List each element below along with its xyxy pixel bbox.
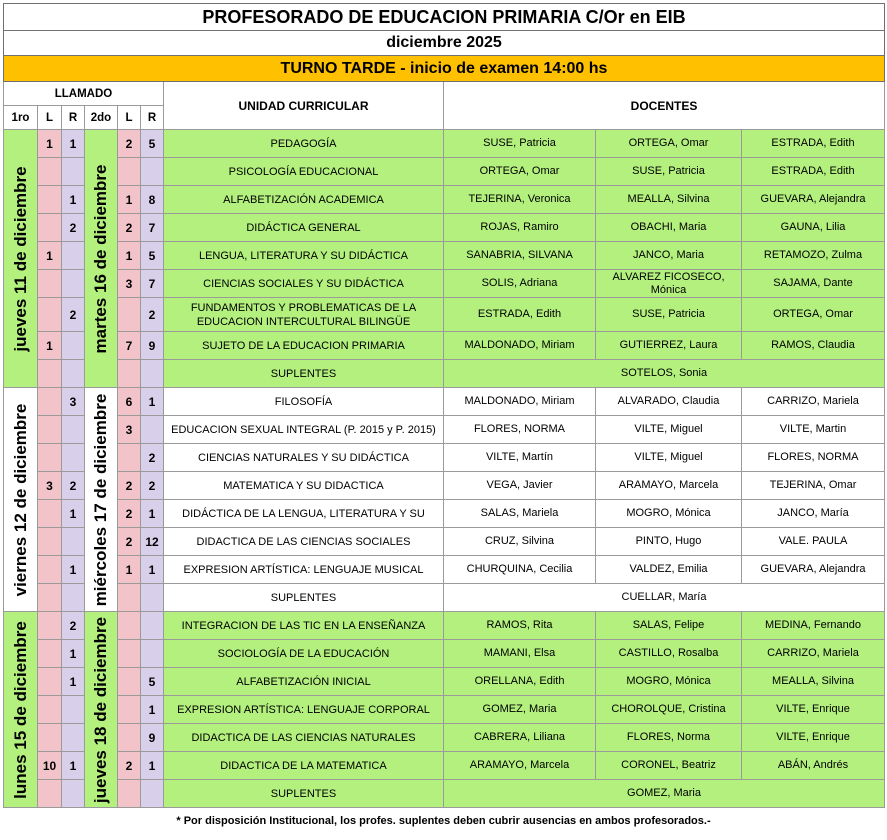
docente-3-cell: VILTE, Martin xyxy=(742,416,885,444)
llamado-2do-r xyxy=(141,584,164,612)
suplentes-row xyxy=(4,780,885,808)
docente-1-cell: SANABRIA, SILVANA xyxy=(444,242,596,270)
docente-1-cell: VEGA, Javier xyxy=(444,472,596,500)
schedule-row xyxy=(4,500,885,528)
docente-2-cell: VILTE, Miguel xyxy=(596,444,742,472)
llamado-2do-l: 2 xyxy=(118,752,141,780)
docente-2-cell: VILTE, Miguel xyxy=(596,416,742,444)
llamado-1ro-r xyxy=(62,270,85,298)
unidad-curricular-cell: FILOSOFÍA xyxy=(164,388,444,416)
unidad-curricular-cell: LENGUA, LITERATURA Y SU DIDÁCTICA xyxy=(164,242,444,270)
llamado-2do-l xyxy=(118,360,141,388)
llamado-1ro-l xyxy=(38,500,62,528)
schedule-row xyxy=(4,696,885,724)
llamado-2do-l: 1 xyxy=(118,186,141,214)
docente-1-cell: SOLIS, Adriana xyxy=(444,270,596,298)
segundo-header: 2do xyxy=(85,106,118,130)
docente-1-cell: FLORES, NORMA xyxy=(444,416,596,444)
llamado-1ro-r xyxy=(62,780,85,808)
docente-1-cell: RAMOS, Rita xyxy=(444,612,596,640)
docente-2-cell: SUSE, Patricia xyxy=(596,298,742,332)
docente-2-cell: SALAS, Felipe xyxy=(596,612,742,640)
llamado-1ro-l xyxy=(38,584,62,612)
docente-1-cell: SALAS, Mariela xyxy=(444,500,596,528)
schedule-row xyxy=(4,388,885,416)
llamado-2do-r xyxy=(141,360,164,388)
unidad-curricular-cell: PSICOLOGÍA EDUCACIONAL xyxy=(164,158,444,186)
llamado-2do-l xyxy=(118,298,141,332)
unidad-curricular-cell: EXPRESION ARTÍSTICA: LENGUAJE CORPORAL xyxy=(164,696,444,724)
docente-3-cell: ORTEGA, Omar xyxy=(742,298,885,332)
llamado-2do-l: 3 xyxy=(118,416,141,444)
docente-2-cell: FLORES, Norma xyxy=(596,724,742,752)
day-1ro-label: lunes 15 de diciembre xyxy=(10,620,30,799)
llamado-1ro-l xyxy=(38,158,62,186)
unidad-curricular-cell: DIDÁCTICA DE LA LENGUA, LITERATURA Y SU xyxy=(164,500,444,528)
docente-1-cell: CRUZ, Silvina xyxy=(444,528,596,556)
suplentes-row xyxy=(4,360,885,388)
llamado-2do-l xyxy=(118,724,141,752)
docente-3-cell: ESTRADA, Edith xyxy=(742,130,885,158)
schedule-row xyxy=(4,130,885,158)
llamado-1ro-l: 1 xyxy=(38,242,62,270)
schedule-row xyxy=(4,270,885,298)
llamado-1ro-l xyxy=(38,214,62,242)
llamado-2do-r: 7 xyxy=(141,270,164,298)
docente-1-cell: ARAMAYO, Marcela xyxy=(444,752,596,780)
schedule-row xyxy=(4,724,885,752)
day-2do-label: martes 16 de diciembre xyxy=(91,164,110,353)
unidad-curricular-cell: EXPRESION ARTÍSTICA: LENGUAJE MUSICAL xyxy=(164,556,444,584)
schedule-row xyxy=(4,472,885,500)
docente-2-cell: CORONEL, Beatriz xyxy=(596,752,742,780)
llamado-2do-r: 9 xyxy=(141,724,164,752)
llamado-2do-l: 2 xyxy=(118,500,141,528)
llamado-2do-r xyxy=(141,416,164,444)
llamado-2do-l xyxy=(118,668,141,696)
docente-1-cell: TEJERINA, Veronica xyxy=(444,186,596,214)
llamado-2do-l: 1 xyxy=(118,242,141,270)
docente-2-cell: SUSE, Patricia xyxy=(596,158,742,186)
llamado-1ro-r xyxy=(62,158,85,186)
schedule-row xyxy=(4,298,885,332)
schedule-row xyxy=(4,242,885,270)
docente-2-cell: CHOROLQUE, Cristina xyxy=(596,696,742,724)
l-header: L xyxy=(38,106,62,130)
suplentes-value: SOTELOS, Sonia xyxy=(444,360,885,388)
docente-2-cell: ORTEGA, Omar xyxy=(596,130,742,158)
docente-2-cell: PINTO, Hugo xyxy=(596,528,742,556)
llamado-1ro-l xyxy=(38,186,62,214)
docente-1-cell: CABRERA, Liliana xyxy=(444,724,596,752)
llamado-2do-l: 2 xyxy=(118,528,141,556)
schedule-row xyxy=(4,528,885,556)
suplentes-value: CUELLAR, María xyxy=(444,584,885,612)
docente-3-cell: RAMOS, Claudia xyxy=(742,332,885,360)
llamado-2do-l: 1 xyxy=(118,556,141,584)
docente-3-cell: FLORES, NORMA xyxy=(742,444,885,472)
llamado-2do-l: 3 xyxy=(118,270,141,298)
llamado-1ro-l xyxy=(38,528,62,556)
llamado-1ro-r: 1 xyxy=(62,556,85,584)
unidad-curricular-cell: MATEMATICA Y SU DIDACTICA xyxy=(164,472,444,500)
llamado-2do-r: 1 xyxy=(141,752,164,780)
llamado-1ro-l xyxy=(38,270,62,298)
schedule-row xyxy=(4,612,885,640)
schedule-row xyxy=(4,752,885,780)
llamado-1ro-l xyxy=(38,612,62,640)
llamado-2do-r: 12 xyxy=(141,528,164,556)
unidad-curricular-cell: DIDÁCTICA GENERAL xyxy=(164,214,444,242)
llamado-2do-r: 2 xyxy=(141,444,164,472)
llamado-2do-l: 6 xyxy=(118,388,141,416)
exam-schedule-sheet xyxy=(3,3,884,827)
llamado-2do-r: 5 xyxy=(141,668,164,696)
llamado-1ro-l xyxy=(38,640,62,668)
llamado-1ro-r: 1 xyxy=(62,668,85,696)
llamado-2do-l: 2 xyxy=(118,130,141,158)
llamado-2do-l xyxy=(118,584,141,612)
unidad-curricular-cell: DIDACTICA DE LAS CIENCIAS SOCIALES xyxy=(164,528,444,556)
day-1ro-label: jueves 11 de diciembre xyxy=(10,165,30,352)
llamado-2do-l xyxy=(118,612,141,640)
llamado-1ro-l xyxy=(38,298,62,332)
llamado-1ro-r xyxy=(62,696,85,724)
llamado-1ro-l xyxy=(38,416,62,444)
llamado-1ro-l xyxy=(38,444,62,472)
day-2do-label: jueves 18 de diciembre xyxy=(91,616,110,803)
llamado-2do-r: 2 xyxy=(141,298,164,332)
schedule-row xyxy=(4,158,885,186)
llamado-1ro-r: 1 xyxy=(62,500,85,528)
llamado-1ro-r xyxy=(62,242,85,270)
suplentes-row xyxy=(4,584,885,612)
llamado-1ro-r xyxy=(62,360,85,388)
llamado-1ro-l xyxy=(38,780,62,808)
suplentes-label: SUPLENTES xyxy=(164,780,444,808)
docente-2-cell: MOGRO, Mónica xyxy=(596,500,742,528)
docente-3-cell: CARRIZO, Mariela xyxy=(742,388,885,416)
llamado-2do-r: 1 xyxy=(141,556,164,584)
llamado-1ro-l xyxy=(38,556,62,584)
docente-2-cell: MOGRO, Mónica xyxy=(596,668,742,696)
unidad-curricular-cell: SUJETO DE LA EDUCACION PRIMARIA xyxy=(164,332,444,360)
llamado-1ro-r xyxy=(62,416,85,444)
docente-3-cell: GAUNA, Lilia xyxy=(742,214,885,242)
docente-1-cell: MALDONADO, Miriam xyxy=(444,332,596,360)
llamado-2do-l xyxy=(118,444,141,472)
day-1ro-cell xyxy=(4,388,38,612)
llamado-1ro-r xyxy=(62,332,85,360)
docente-1-cell: ESTRADA, Edith xyxy=(444,298,596,332)
docente-3-cell: VALE. PAULA xyxy=(742,528,885,556)
docente-3-cell: CARRIZO, Mariela xyxy=(742,640,885,668)
llamado-2do-l: 2 xyxy=(118,472,141,500)
unidad-curricular-cell: EDUCACION SEXUAL INTEGRAL (P. 2015 y P. 2015) xyxy=(164,416,444,444)
llamado-2do-l xyxy=(118,780,141,808)
day-2do-label: miércoles 17 de diciembre xyxy=(91,393,110,606)
docente-3-cell: SAJAMA, Dante xyxy=(742,270,885,298)
llamado-2do-l: 2 xyxy=(118,214,141,242)
unidad-curricular-cell: SOCIOLOGÍA DE LA EDUCACIÓN xyxy=(164,640,444,668)
llamado-1ro-r xyxy=(62,584,85,612)
docente-1-cell: SUSE, Patricia xyxy=(444,130,596,158)
month-label: diciembre 2025 xyxy=(4,31,885,56)
unidad-curricular-cell: ALFABETIZACIÓN INICIAL xyxy=(164,668,444,696)
docente-3-cell: GUEVARA, Alejandra xyxy=(742,186,885,214)
llamado-2do-r: 5 xyxy=(141,242,164,270)
page-title: PROFESORADO DE EDUCACION PRIMARIA C/Or en EIB xyxy=(4,4,885,31)
docente-3-cell: TEJERINA, Omar xyxy=(742,472,885,500)
llamado-2do-r: 8 xyxy=(141,186,164,214)
llamado-header: LLAMADO xyxy=(4,82,164,106)
docente-3-cell: ESTRADA, Edith xyxy=(742,158,885,186)
llamado-1ro-r: 1 xyxy=(62,186,85,214)
r-header: R xyxy=(62,106,85,130)
llamado-2do-r: 1 xyxy=(141,388,164,416)
docente-2-cell: CASTILLO, Rosalba xyxy=(596,640,742,668)
docente-3-cell: VILTE, Enrique xyxy=(742,696,885,724)
llamado-2do-r: 9 xyxy=(141,332,164,360)
llamado-1ro-r xyxy=(62,528,85,556)
unidad-curricular-cell: INTEGRACION DE LAS TIC EN LA ENSEÑANZA xyxy=(164,612,444,640)
docente-3-cell: MEALLA, Silvina xyxy=(742,668,885,696)
llamado-1ro-r xyxy=(62,724,85,752)
docente-3-cell: VILTE, Enrique xyxy=(742,724,885,752)
turno-banner: TURNO TARDE - inicio de examen 14:00 hs xyxy=(4,56,885,82)
docente-1-cell: MALDONADO, Miriam xyxy=(444,388,596,416)
day-2do-cell xyxy=(85,612,118,808)
unidad-curricular-cell: ALFABETIZACIÓN ACADEMICA xyxy=(164,186,444,214)
day-2do-cell xyxy=(85,130,118,388)
docente-1-cell: ROJAS, Ramiro xyxy=(444,214,596,242)
llamado-1ro-r: 2 xyxy=(62,214,85,242)
docente-2-cell: ALVAREZ FICOSECO, Mónica xyxy=(596,270,742,298)
llamado-1ro-r: 1 xyxy=(62,752,85,780)
docente-2-cell: ALVARADO, Claudia xyxy=(596,388,742,416)
day-1ro-cell xyxy=(4,612,38,808)
day-1ro-cell xyxy=(4,130,38,388)
schedule-row xyxy=(4,640,885,668)
unidad-curricular-cell: FUNDAMENTOS Y PROBLEMATICAS DE LA EDUCACION INTERCULTURAL BILINGÜE xyxy=(164,298,444,332)
docente-3-cell: ABÁN, Andrés xyxy=(742,752,885,780)
schedule-row xyxy=(4,416,885,444)
docente-2-cell: VALDEZ, Emilia xyxy=(596,556,742,584)
llamado-1ro-l xyxy=(38,668,62,696)
docente-2-cell: GUTIERREZ, Laura xyxy=(596,332,742,360)
suplentes-label: SUPLENTES xyxy=(164,584,444,612)
llamado-2do-r xyxy=(141,612,164,640)
docente-3-cell: JANCO, María xyxy=(742,500,885,528)
docente-2-cell: MEALLA, Silvina xyxy=(596,186,742,214)
docente-1-cell: VILTE, Martín xyxy=(444,444,596,472)
llamado-2do-r: 5 xyxy=(141,130,164,158)
llamado-2do-l xyxy=(118,696,141,724)
llamado-2do-l xyxy=(118,158,141,186)
llamado-1ro-l: 1 xyxy=(38,332,62,360)
schedule-row xyxy=(4,668,885,696)
docente-3-cell: GUEVARA, Alejandra xyxy=(742,556,885,584)
llamado-2do-l xyxy=(118,640,141,668)
llamado-1ro-r: 1 xyxy=(62,130,85,158)
schedule-row xyxy=(4,332,885,360)
llamado-1ro-l xyxy=(38,696,62,724)
llamado-1ro-l xyxy=(38,388,62,416)
l-header: L xyxy=(118,106,141,130)
llamado-1ro-r xyxy=(62,444,85,472)
docentes-header: DOCENTES xyxy=(444,82,885,130)
llamado-2do-r: 7 xyxy=(141,214,164,242)
docente-2-cell: JANCO, Maria xyxy=(596,242,742,270)
llamado-1ro-l xyxy=(38,724,62,752)
primero-header: 1ro xyxy=(4,106,38,130)
docente-3-cell: MEDINA, Fernando xyxy=(742,612,885,640)
llamado-2do-r: 1 xyxy=(141,500,164,528)
docente-2-cell: OBACHI, Maria xyxy=(596,214,742,242)
schedule-row xyxy=(4,186,885,214)
llamado-2do-r xyxy=(141,640,164,668)
llamado-1ro-l: 1 xyxy=(38,130,62,158)
schedule-row xyxy=(4,444,885,472)
docente-3-cell: RETAMOZO, Zulma xyxy=(742,242,885,270)
schedule-row xyxy=(4,214,885,242)
docente-1-cell: CHURQUINA, Cecilia xyxy=(444,556,596,584)
day-1ro-label: viernes 12 de diciembre xyxy=(10,403,30,596)
schedule-row xyxy=(4,556,885,584)
docente-1-cell: ORTEGA, Omar xyxy=(444,158,596,186)
r-header: R xyxy=(141,106,164,130)
day-2do-cell xyxy=(85,388,118,612)
unidad-curricular-cell: CIENCIAS SOCIALES Y SU DIDÁCTICA xyxy=(164,270,444,298)
unidad-curricular-cell: PEDAGOGÍA xyxy=(164,130,444,158)
llamado-1ro-r: 3 xyxy=(62,388,85,416)
llamado-2do-r: 1 xyxy=(141,696,164,724)
llamado-1ro-l: 10 xyxy=(38,752,62,780)
llamado-1ro-r: 2 xyxy=(62,472,85,500)
llamado-1ro-l xyxy=(38,360,62,388)
suplentes-value: GOMEZ, Maria xyxy=(444,780,885,808)
docente-1-cell: MAMANI, Elsa xyxy=(444,640,596,668)
llamado-1ro-r: 2 xyxy=(62,612,85,640)
unidad-curricular-cell: DIDACTICA DE LAS CIENCIAS NATURALES xyxy=(164,724,444,752)
footnote: * Por disposición Institucional, los profes. suplentes deben cubrir ausencias en ambos profesorados.- xyxy=(176,815,711,827)
unidad-curricular-cell: CIENCIAS NATURALES Y SU DIDÁCTICA xyxy=(164,444,444,472)
docente-1-cell: GOMEZ, Maria xyxy=(444,696,596,724)
unidad-curricular-cell: DIDACTICA DE LA MATEMATICA xyxy=(164,752,444,780)
unidad-curricular-header: UNIDAD CURRICULAR xyxy=(164,82,444,130)
llamado-2do-r xyxy=(141,158,164,186)
suplentes-label: SUPLENTES xyxy=(164,360,444,388)
docente-2-cell: ARAMAYO, Marcela xyxy=(596,472,742,500)
llamado-1ro-r: 1 xyxy=(62,640,85,668)
docente-1-cell: ORELLANA, Edith xyxy=(444,668,596,696)
llamado-2do-r xyxy=(141,780,164,808)
llamado-2do-l: 7 xyxy=(118,332,141,360)
exam-schedule-table xyxy=(3,3,885,808)
llamado-1ro-r: 2 xyxy=(62,298,85,332)
llamado-2do-r: 2 xyxy=(141,472,164,500)
llamado-1ro-l: 3 xyxy=(38,472,62,500)
